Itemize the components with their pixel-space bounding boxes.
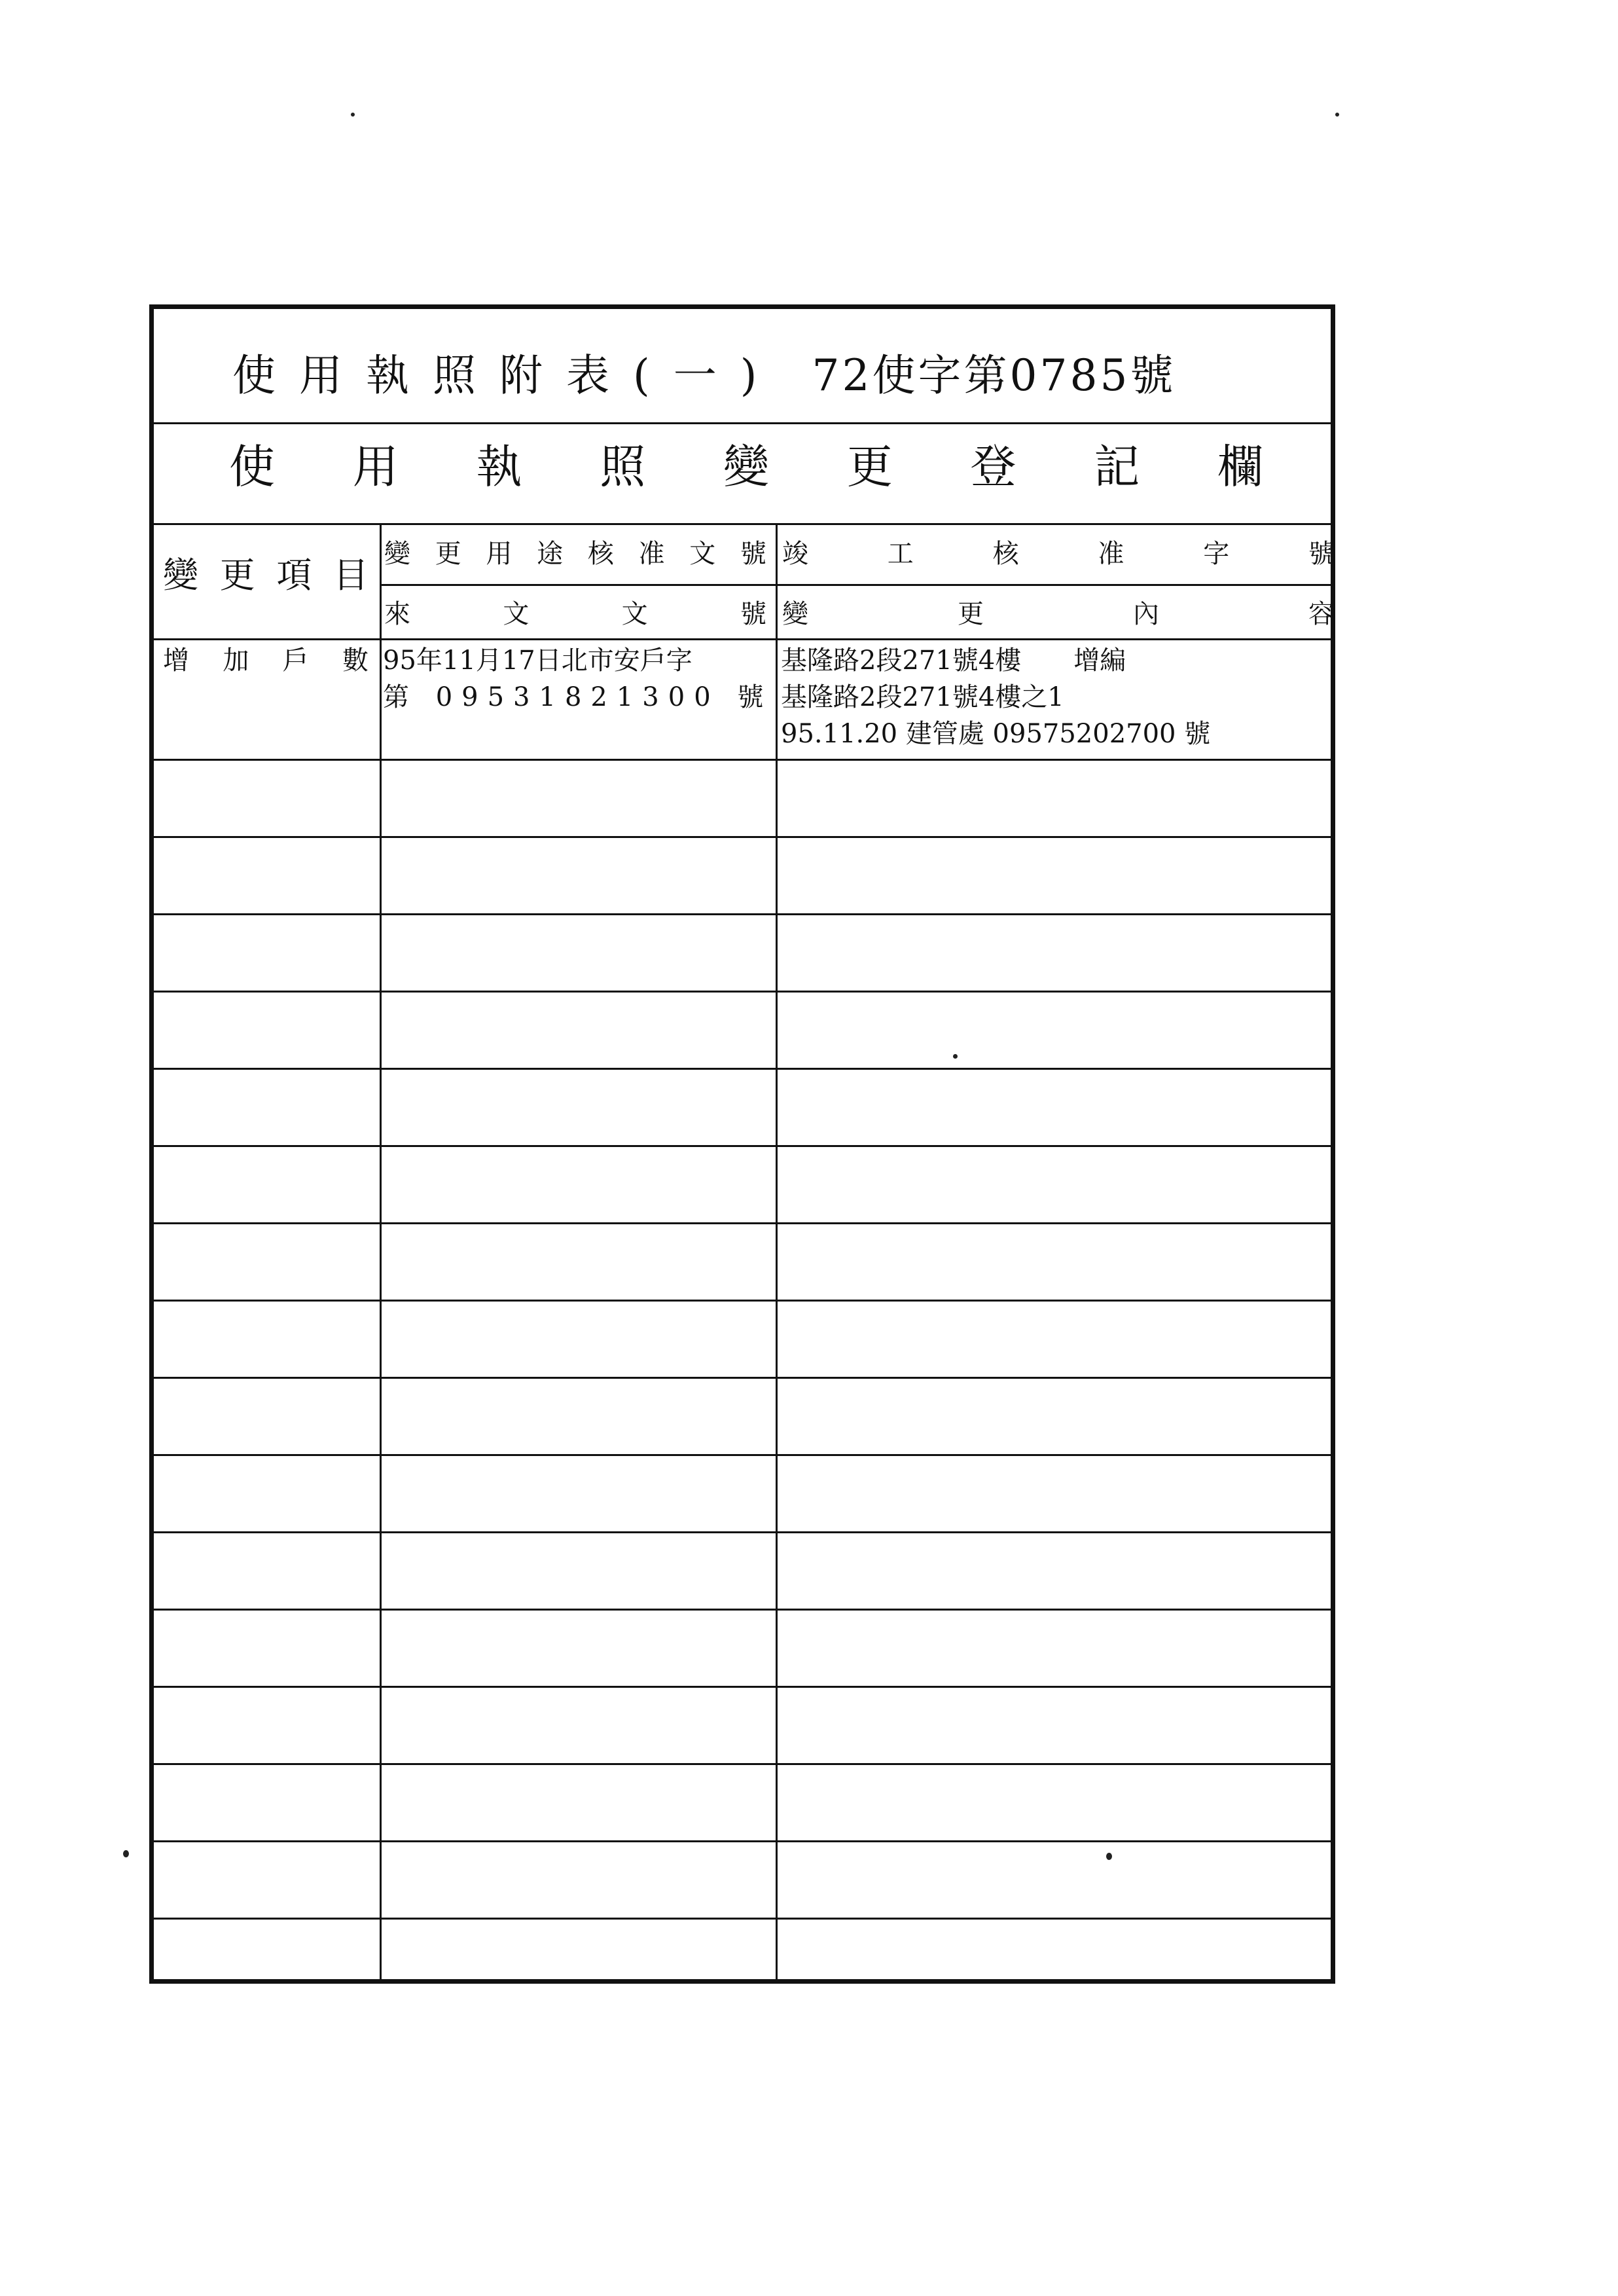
char: 內 <box>1133 598 1159 629</box>
row-divider <box>154 1686 1331 1688</box>
row-content-line-3: 95.11.20 建管處 09575202700 號 <box>781 719 1211 749</box>
row-divider <box>154 1068 1331 1070</box>
form-title <box>232 335 1293 407</box>
char: 核 <box>587 538 614 569</box>
section-title <box>229 430 1263 496</box>
char: 數 <box>342 646 369 676</box>
char: 容 <box>1308 598 1335 629</box>
divider <box>154 523 1331 525</box>
scan-speck <box>351 113 355 117</box>
char: 變 <box>723 439 769 494</box>
char: 照 <box>600 439 646 494</box>
row-divider <box>154 759 1331 761</box>
row-divider <box>154 1222 1331 1224</box>
char: 增 <box>163 646 189 676</box>
char: 號 <box>740 538 766 569</box>
header-change-content <box>782 592 1335 631</box>
char: 登 <box>970 439 1016 494</box>
char: 項 <box>276 554 312 596</box>
header-change-item <box>163 539 369 605</box>
permit-number: 72使字第0785號 <box>812 350 1176 401</box>
row-content-line-2: 基隆路2段271號4樓之1 <box>781 682 1064 712</box>
char: 來 <box>384 598 410 629</box>
char: 更 <box>219 554 255 596</box>
row-divider <box>154 1300 1331 1302</box>
row-divider <box>154 1454 1331 1456</box>
char: 用 <box>352 439 399 494</box>
row-divider <box>154 1145 1331 1147</box>
char: 變 <box>163 554 198 596</box>
char: 記 <box>1094 439 1140 494</box>
row-divider <box>154 913 1331 915</box>
char: 戶 <box>282 646 309 676</box>
char: 文 <box>689 538 716 569</box>
char: 變 <box>782 598 808 629</box>
char: 更 <box>958 598 984 629</box>
usage-permit-appendix-form <box>149 304 1335 1984</box>
char: 文 <box>503 598 530 629</box>
row-change-item <box>163 642 369 680</box>
row-divider <box>154 836 1331 838</box>
row-divider <box>154 1763 1331 1765</box>
char: 號 <box>1308 538 1335 569</box>
char: 使 <box>229 439 275 494</box>
scan-speck <box>1335 113 1339 117</box>
column-divider-1 <box>380 523 382 1979</box>
divider <box>154 422 1331 424</box>
char: 竣 <box>782 538 808 569</box>
char: 加 <box>223 646 249 676</box>
char: 欄 <box>1217 439 1263 494</box>
column-divider-2 <box>776 523 778 1979</box>
form-title-label: 使用執照附表(一) <box>232 350 781 401</box>
scan-speck <box>123 1850 129 1857</box>
char: 變 <box>384 538 410 569</box>
char: 核 <box>992 538 1019 569</box>
char: 准 <box>1098 538 1124 569</box>
divider <box>154 638 1331 640</box>
row-divider <box>154 1840 1331 1842</box>
divider <box>380 584 1331 586</box>
row-divider <box>154 1918 1331 1920</box>
char: 文 <box>621 598 648 629</box>
header-completion-approval-no <box>782 532 1335 571</box>
header-incoming-doc-no <box>384 592 766 631</box>
char: 目 <box>333 554 369 596</box>
row-divider <box>154 991 1331 993</box>
row-divider <box>154 1377 1331 1379</box>
char: 執 <box>476 439 522 494</box>
row-doc-line-1: 95年11月17日北市安戶字 <box>383 646 692 676</box>
char: 用 <box>486 538 512 569</box>
char: 准 <box>638 538 665 569</box>
char: 更 <box>846 439 893 494</box>
char: 號 <box>740 598 766 629</box>
char: 工 <box>887 538 914 569</box>
char: 更 <box>435 538 461 569</box>
row-divider <box>154 1609 1331 1611</box>
header-approval-doc-no <box>384 532 766 571</box>
char: 字 <box>1203 538 1230 569</box>
row-content-line-1: 基隆路2段271號4樓 增編 <box>781 646 1126 676</box>
char: 途 <box>537 538 564 569</box>
row-divider <box>154 1531 1331 1533</box>
row-doc-line-2: 第 09531821300 號 <box>383 682 773 712</box>
